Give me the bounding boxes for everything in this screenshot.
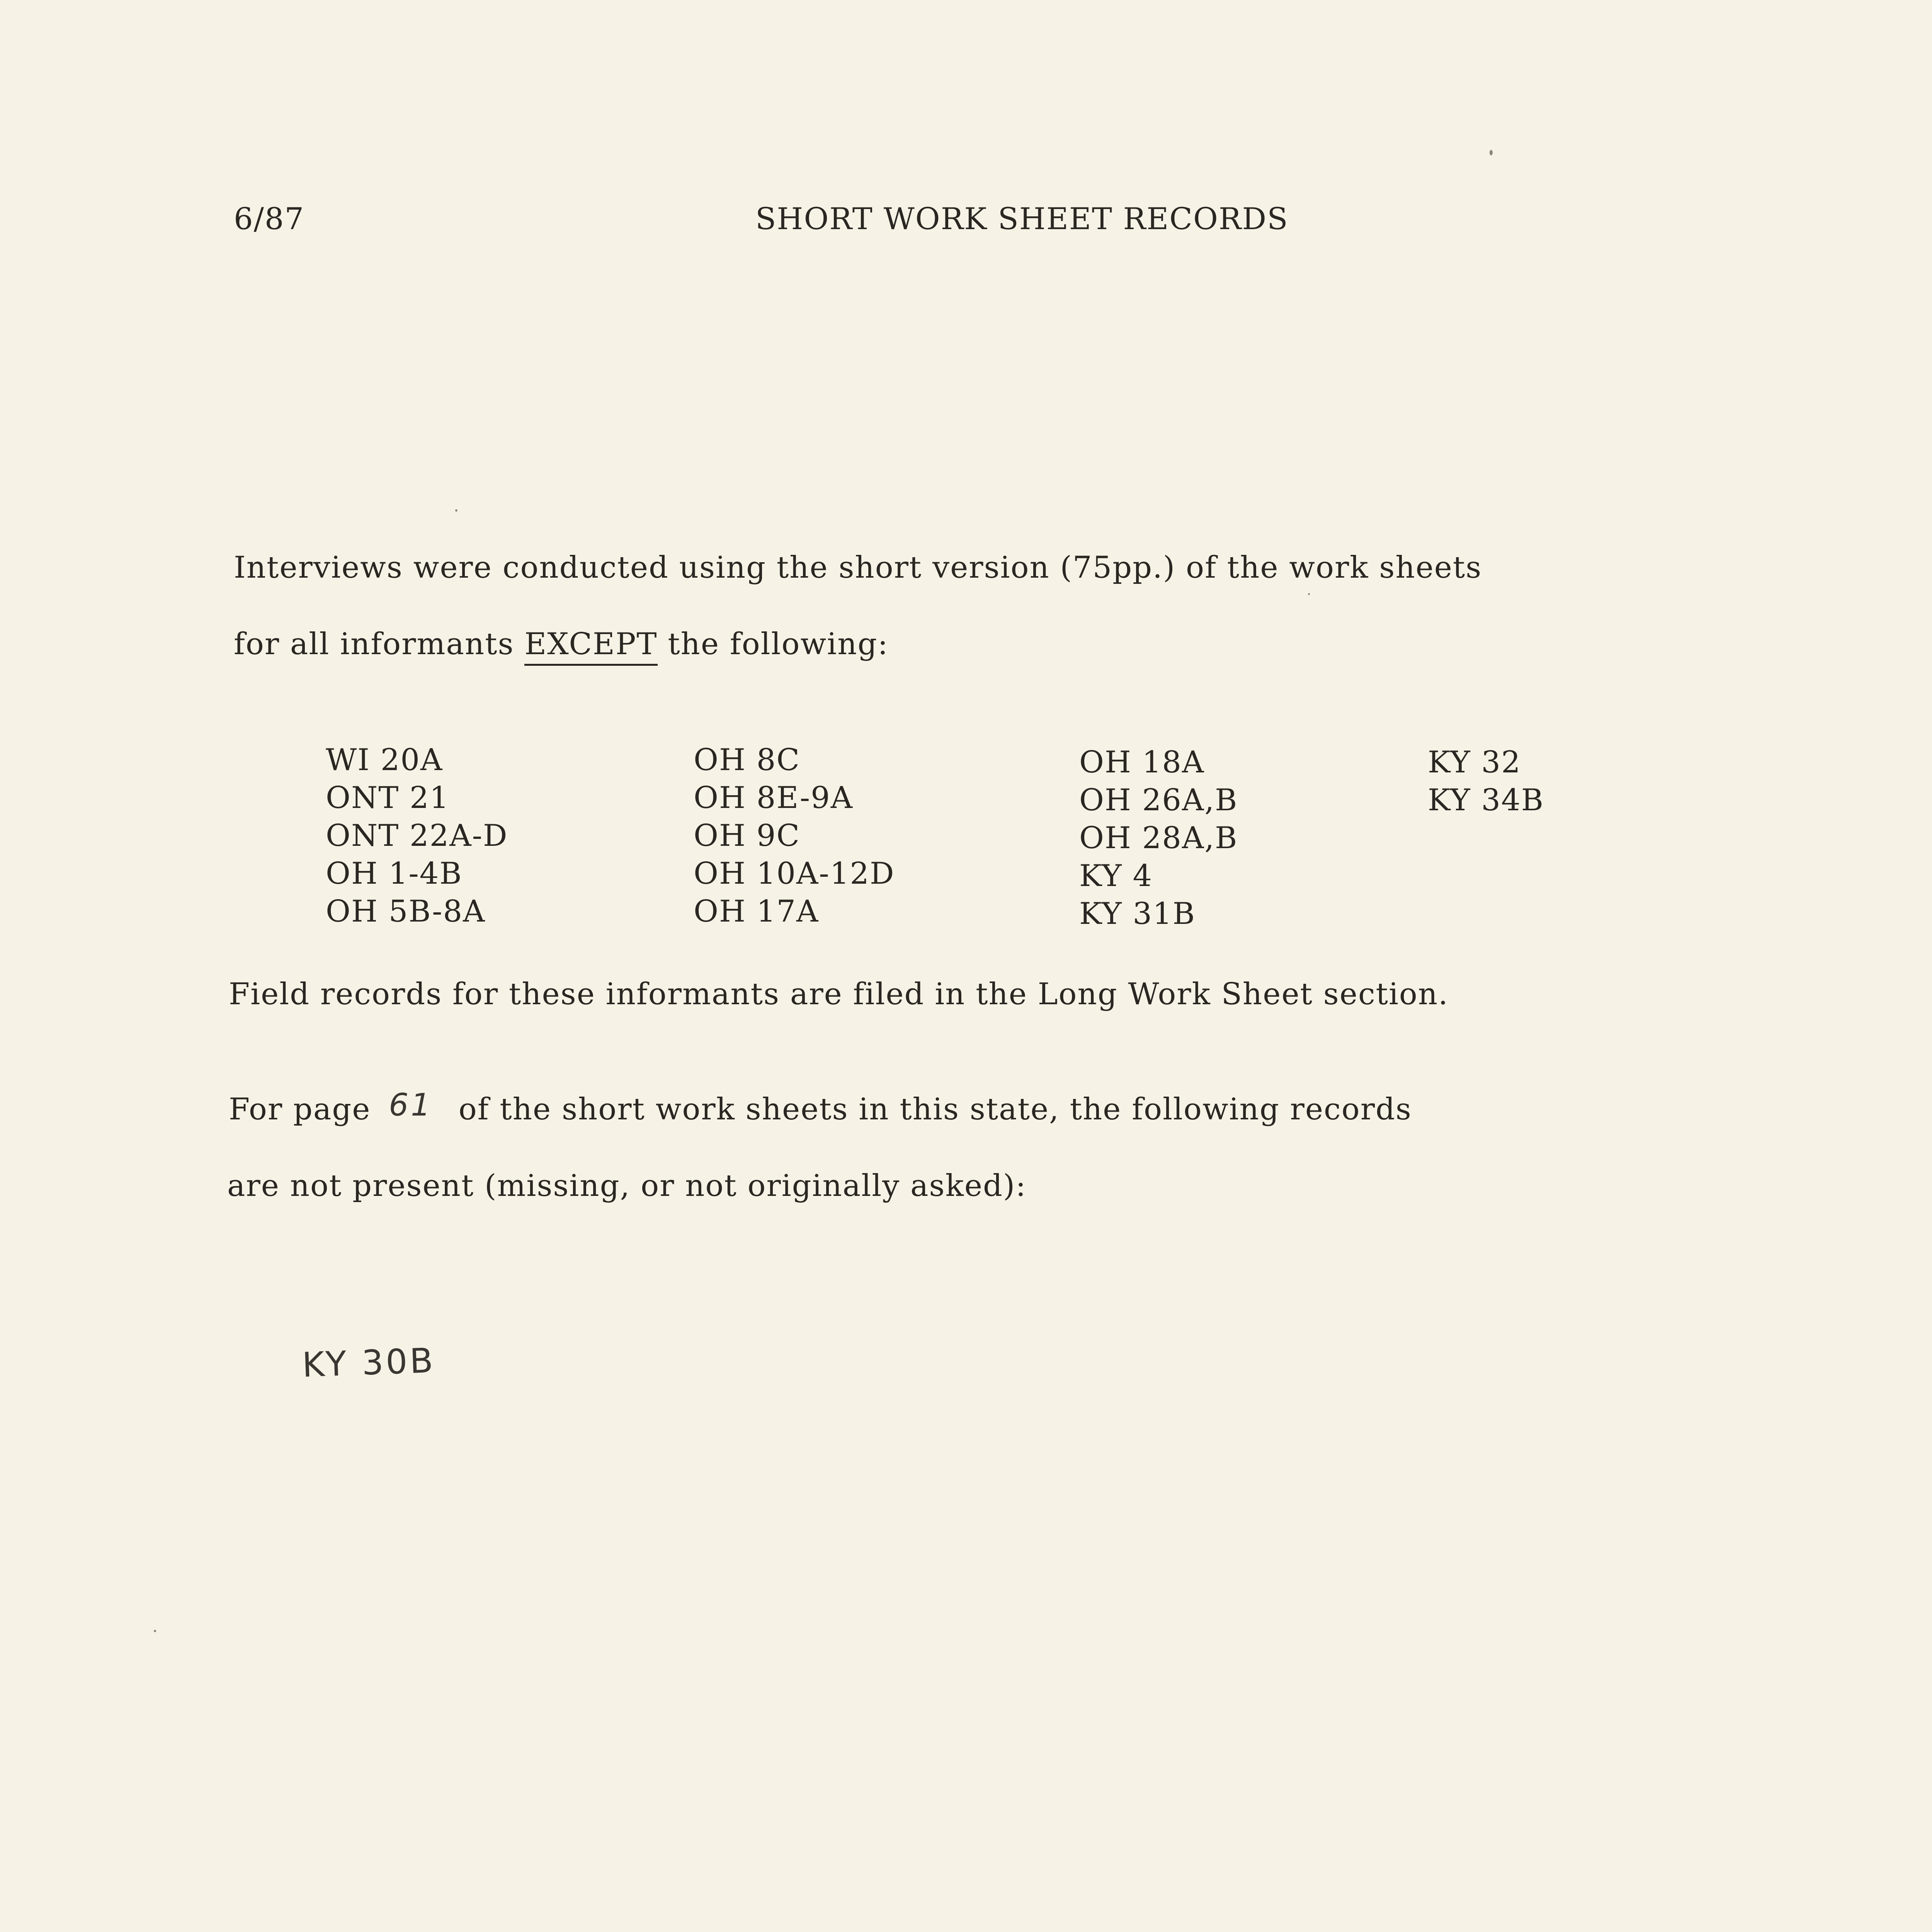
handwritten-missing-record: KY 30B [301,1340,436,1385]
intro-line-2-end: the following: [657,627,889,662]
scan-speck [1308,593,1310,595]
exception-item: OH 10A-12D [694,856,895,891]
intro-line-1: Interviews were conducted using the short version (75pp.) of the work sheets [234,550,1482,585]
missing-line-1-end: of the short work sheets in this state, the following records [448,1092,1412,1127]
exception-item: OH 5B-8A [326,894,486,929]
header-date: 6/87 [234,202,305,236]
scan-speck [455,509,457,512]
scan-speck [154,1630,156,1632]
exception-item: OH 17A [694,894,819,929]
exception-item: ONT 21 [326,781,450,815]
missing-line-1 [229,1087,1412,1127]
exception-item: KY 34B [1428,783,1544,818]
exception-item: ONT 22A-D [326,818,508,853]
exception-item: OH 9C [694,818,801,853]
exception-item: OH 8C [694,743,801,777]
exception-item: OH 1-4B [326,856,463,891]
exception-item: KY 32 [1428,745,1521,780]
exception-item: OH 28A,B [1079,821,1238,855]
exception-item: KY 31B [1079,896,1196,931]
page-title: SHORT WORK SHEET RECORDS [755,202,1289,236]
handwritten-page-number: 61 [389,1087,433,1123]
intro-line-2 [234,627,889,662]
exception-item: WI 20A [326,743,443,777]
exception-item: KY 4 [1079,859,1153,893]
exception-item: OH 18A [1079,745,1205,780]
scan-speck [1490,150,1493,155]
missing-line-1-start: For page [229,1092,381,1127]
except-emphasis: EXCEPT [524,627,657,666]
exception-item: OH 26A,B [1079,783,1238,818]
missing-line-2: are not present (missing, or not originally asked): [227,1168,1027,1203]
intro-line-2-start: for all informants [234,627,525,662]
exception-item: OH 8E-9A [694,781,854,815]
field-records-note: Field records for these informants are filed in the Long Work Sheet section. [229,977,1449,1012]
